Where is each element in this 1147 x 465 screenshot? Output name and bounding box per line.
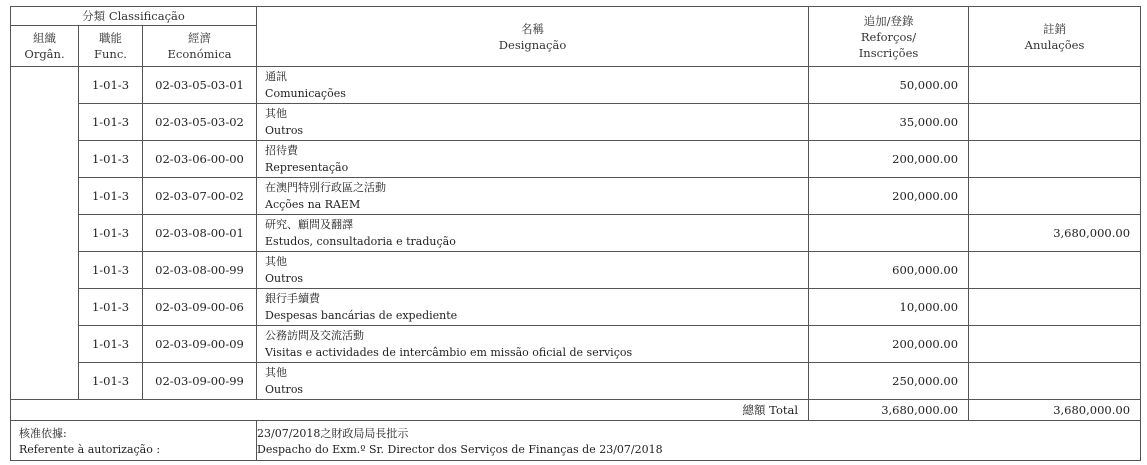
organ-header-zh: 組織	[33, 31, 56, 45]
reforco-cell: 200,000.00	[809, 178, 969, 215]
func-header-zh: 職能	[99, 31, 122, 45]
designation-pt: Visitas e actividades de intercâmbio em missão oficial de serviços	[265, 346, 633, 359]
anulacao-cell	[969, 104, 1141, 141]
designation-pt: Despesas bancárias de expediente	[265, 309, 458, 322]
anulacoes-header-zh: 註銷	[1043, 21, 1067, 36]
designation-header-pt: Designação	[498, 37, 567, 52]
designation-cell	[257, 67, 809, 104]
reforcos-header	[809, 7, 969, 67]
reforco-cell: 200,000.00	[809, 326, 969, 363]
reforcos-header-pt1: Reforços/	[860, 29, 917, 44]
designation-pt: Representação	[265, 161, 349, 174]
econ-cell: 02-03-09-00-06	[143, 289, 257, 326]
func-cell: 1-01-3	[79, 141, 143, 178]
anulacao-cell	[969, 67, 1141, 104]
authorization-text-zh: 23/07/2018之財政局局長批示	[257, 427, 409, 440]
func-header	[79, 26, 143, 67]
designation-zh: 公務訪問及交流活動	[265, 329, 365, 342]
designation-cell	[257, 289, 809, 326]
table-row	[11, 215, 1141, 252]
reforco-cell: 35,000.00	[809, 104, 969, 141]
reforco-cell: 600,000.00	[809, 252, 969, 289]
table-row	[11, 363, 1141, 400]
func-cell: 1-01-3	[79, 178, 143, 215]
econ-cell: 02-03-09-00-99	[143, 363, 257, 400]
designation-header	[257, 7, 809, 67]
designation-cell	[257, 104, 809, 141]
econ-cell: 02-03-09-00-09	[143, 326, 257, 363]
table-row	[11, 141, 1141, 178]
budget-table	[10, 6, 1141, 461]
designation-pt: Comunicações	[265, 87, 346, 100]
designation-zh: 在澳門特別行政區之活動	[265, 181, 387, 194]
func-header-pt: Func.	[94, 47, 127, 61]
anulacoes-header	[969, 7, 1141, 67]
reforcos-header-zh: 追加/登錄	[863, 13, 914, 28]
econ-cell: 02-03-07-00-02	[143, 178, 257, 215]
total-label: 總額 Total	[11, 400, 809, 421]
header-row-top	[11, 7, 1141, 26]
authorization-label-pt: Referente à autorização :	[19, 443, 161, 456]
anulacao-cell	[969, 252, 1141, 289]
econ-cell: 02-03-05-03-01	[143, 67, 257, 104]
designation-pt: Outros	[265, 383, 304, 396]
designation-pt: Outros	[265, 272, 304, 285]
total-row	[11, 400, 1141, 421]
func-cell: 1-01-3	[79, 289, 143, 326]
designation-zh: 招待費	[265, 144, 299, 157]
func-cell: 1-01-3	[79, 326, 143, 363]
anulacoes-header-pt: Anulações	[1024, 37, 1085, 52]
table-row	[11, 326, 1141, 363]
budget-sheet	[10, 6, 1140, 461]
econ-header	[143, 26, 257, 67]
designation-zh: 銀行手續費	[265, 292, 321, 305]
designation-header-zh: 名稱	[521, 21, 545, 36]
func-cell: 1-01-3	[79, 252, 143, 289]
econ-header-zh: 經濟	[188, 31, 212, 45]
reforco-cell: 10,000.00	[809, 289, 969, 326]
designation-zh: 其他	[265, 366, 288, 379]
designation-zh: 其他	[265, 107, 288, 120]
anulacao-cell	[969, 326, 1141, 363]
classification-header: 分類 Classificação	[11, 7, 257, 26]
designation-cell	[257, 141, 809, 178]
designation-cell	[257, 252, 809, 289]
func-cell: 1-01-3	[79, 215, 143, 252]
reforcos-header-pt2: Inscrições	[858, 45, 919, 60]
reforco-cell: 250,000.00	[809, 363, 969, 400]
reforco-cell: 200,000.00	[809, 141, 969, 178]
reforco-cell	[809, 215, 969, 252]
designation-zh: 其他	[265, 255, 288, 268]
econ-cell: 02-03-05-03-02	[143, 104, 257, 141]
anulacao-cell: 3,680,000.00	[969, 215, 1141, 252]
designation-cell	[257, 178, 809, 215]
table-row	[11, 289, 1141, 326]
authorization-text	[257, 421, 1141, 461]
anulacao-cell	[969, 289, 1141, 326]
designation-cell	[257, 326, 809, 363]
func-cell: 1-01-3	[79, 104, 143, 141]
designation-pt: Acções na RAEM	[265, 198, 361, 211]
designation-cell	[257, 215, 809, 252]
reforco-cell: 50,000.00	[809, 67, 969, 104]
econ-cell: 02-03-08-00-01	[143, 215, 257, 252]
organ-header-pt: Orgân.	[24, 47, 65, 61]
table-row	[11, 104, 1141, 141]
func-cell: 1-01-3	[79, 363, 143, 400]
organ-header	[11, 26, 79, 67]
organ-cell	[11, 67, 79, 400]
table-row	[11, 252, 1141, 289]
total-anulacao: 3,680,000.00	[969, 400, 1141, 421]
table-row	[11, 178, 1141, 215]
designation-zh: 研究、顧問及翻譯	[265, 218, 354, 231]
func-cell: 1-01-3	[79, 67, 143, 104]
econ-cell: 02-03-06-00-00	[143, 141, 257, 178]
anulacao-cell	[969, 363, 1141, 400]
designation-cell	[257, 363, 809, 400]
econ-cell: 02-03-08-00-99	[143, 252, 257, 289]
designation-pt: Estudos, consultadoria e tradução	[265, 235, 456, 248]
authorization-label	[11, 421, 257, 461]
econ-header-pt: Económica	[167, 47, 232, 61]
designation-zh: 通訊	[265, 70, 288, 83]
anulacao-cell	[969, 141, 1141, 178]
total-reforco: 3,680,000.00	[809, 400, 969, 421]
table-row	[11, 67, 1141, 104]
designation-pt: Outros	[265, 124, 304, 137]
authorization-text-pt: Despacho do Exm.º Sr. Director dos Serviços de Finanças de 23/07/2018	[257, 443, 663, 456]
anulacao-cell	[969, 178, 1141, 215]
authorization-row	[11, 421, 1141, 461]
authorization-label-zh: 核准依據:	[19, 427, 67, 440]
